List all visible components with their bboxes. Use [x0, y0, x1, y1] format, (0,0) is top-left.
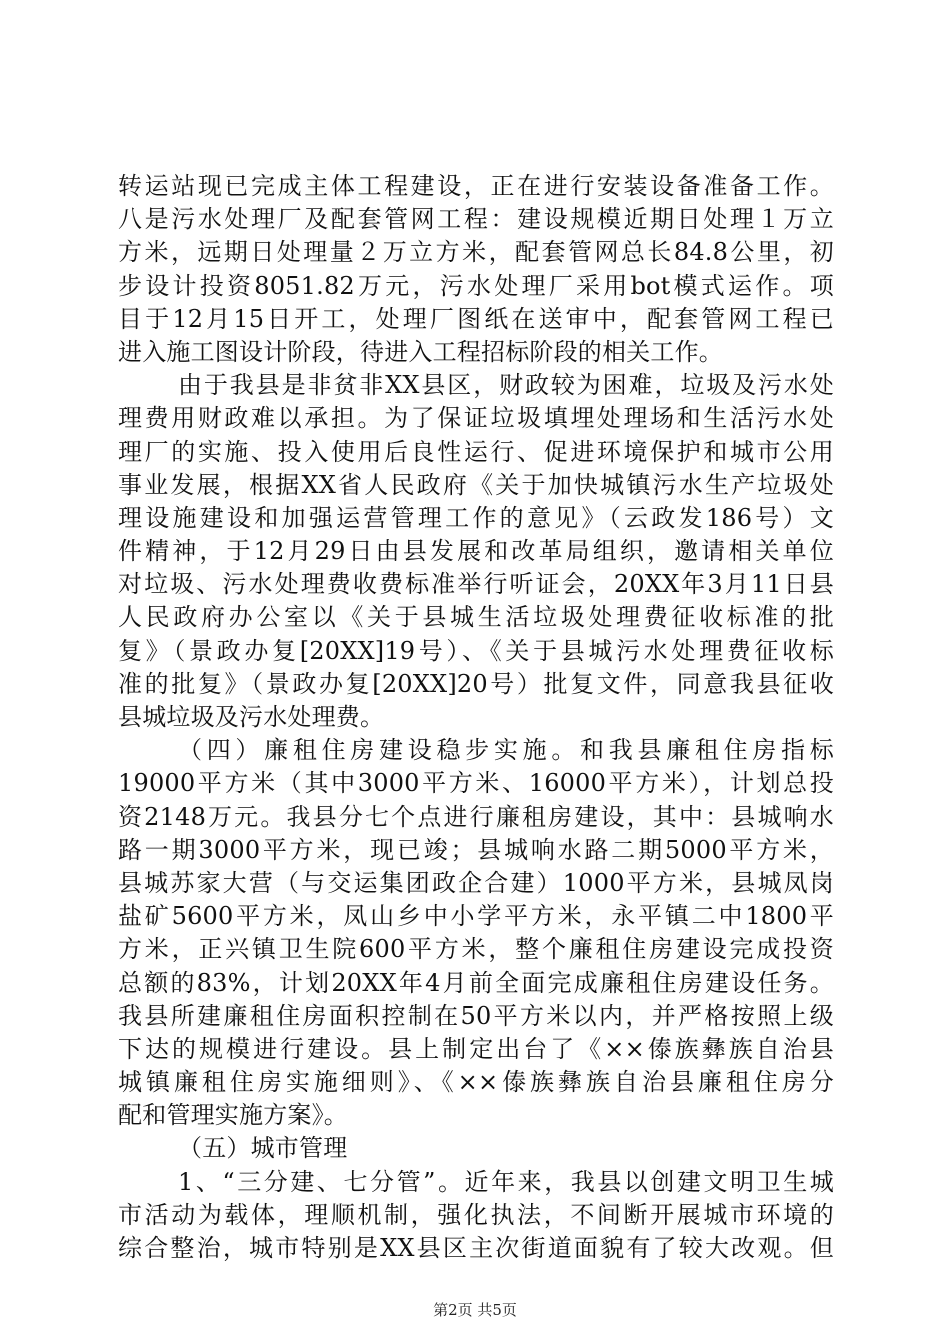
text-line: 件精神，于12月29日由县发展和改革局组织，邀请相关单位: [118, 537, 834, 566]
text-line: 县城苏家大营（与交运集团政企合建）1000平方米，县城凤岗: [118, 868, 834, 897]
text-line: 理费用财政难以承担。为了保证垃圾填埋处理场和生活污水处: [118, 404, 834, 433]
text-line: 县城垃圾及污水处理费。: [118, 703, 385, 731]
text-line: 复》（景政办复[20XX]19号）、《关于县城污水处理费征收标: [118, 636, 834, 665]
text-line: 理设施建设和加强运营管理工作的意见》（云政发186号）文: [118, 503, 834, 532]
text-line: 对垃圾、污水处理费收费标准举行听证会，20XX年3月11日县: [118, 570, 834, 599]
text-line: 由于我县是非贫非XX县区，财政较为困难，垃圾及污水处: [178, 371, 834, 400]
text-line: 转运站现已完成主体工程建设，正在进行安装设备准备工作。: [118, 172, 834, 200]
text-line: 市活动为载体，理顺机制，强化执法，不间断开展城市环境的: [118, 1200, 834, 1229]
text-line: 目于12月15日开工，处理厂图纸在送审中，配套管网工程已: [118, 304, 834, 333]
document-body: [118, 170, 834, 1265]
text-line: 步设计投资8051.82万元，污水处理厂采用bot模式运作。项: [118, 271, 834, 300]
text-line: 配和管理实施方案》。: [118, 1101, 348, 1130]
text-line: 事业发展，根据XX省人民政府《关于加快城镇污水生产垃圾处: [118, 470, 834, 499]
text-line: 资2148万元。我县分七个点进行廉租房建设，其中：县城响水: [118, 802, 834, 831]
text-line: 人民政府办公室以《关于县城生活垃圾处理费征收标准的批: [118, 603, 834, 632]
text-line: 准的批复》（景政办复[20XX]20号）批复文件，同意我县征收: [118, 669, 834, 698]
text-line: 19000平方米（其中3000平方米、16000平方米），计划总投: [118, 769, 834, 798]
text-line: 路一期3000平方米，现已竣；县城响水路二期5000平方米，: [118, 835, 834, 864]
text-line: 方米，远期日处理量２万立方米，配套管网总长84.8公里，初: [118, 238, 834, 267]
text-line: 下达的规模进行建设。县上制定出台了《××傣族彝族自治县: [118, 1034, 834, 1063]
text-line: 城镇廉租住房实施细则》、《××傣族彝族自治县廉租住房分: [118, 1068, 834, 1097]
text-line: （五）城市管理: [178, 1134, 348, 1163]
text-line: 盐矿5600平方米，凤山乡中小学平方米，永平镇二中1800平: [118, 902, 834, 931]
text-line: 总额的83%，计划20XX年4月前全面完成廉租住房建设任务。: [118, 968, 834, 997]
text-line: 方米，正兴镇卫生院600平方米，整个廉租住房建设完成投资: [118, 935, 834, 964]
text-line: 我县所建廉租住房面积控制在50平方米以内，并严格按照上级: [118, 1001, 834, 1030]
text-line: 综合整治，城市特别是XX县区主次街道面貌有了较大改观。但: [118, 1234, 834, 1262]
text-line: 理厂的实施、投入使用后良性运行、促进环境保护和城市公用: [118, 437, 834, 466]
page-footer: 第2页 共5页: [433, 1301, 517, 1319]
text-line: （四）廉租住房建设稳步实施。和我县廉租住房指标: [178, 736, 834, 765]
text-line: 八是污水处理厂及配套管网工程：建设规模近期日处理１万立: [118, 205, 834, 234]
text-line: 进入施工图设计阶段，待进入工程招标阶段的相关工作。: [118, 337, 723, 366]
text-line: 1、“三分建、七分管”。近年来，我县以创建文明卫生城: [178, 1167, 834, 1196]
